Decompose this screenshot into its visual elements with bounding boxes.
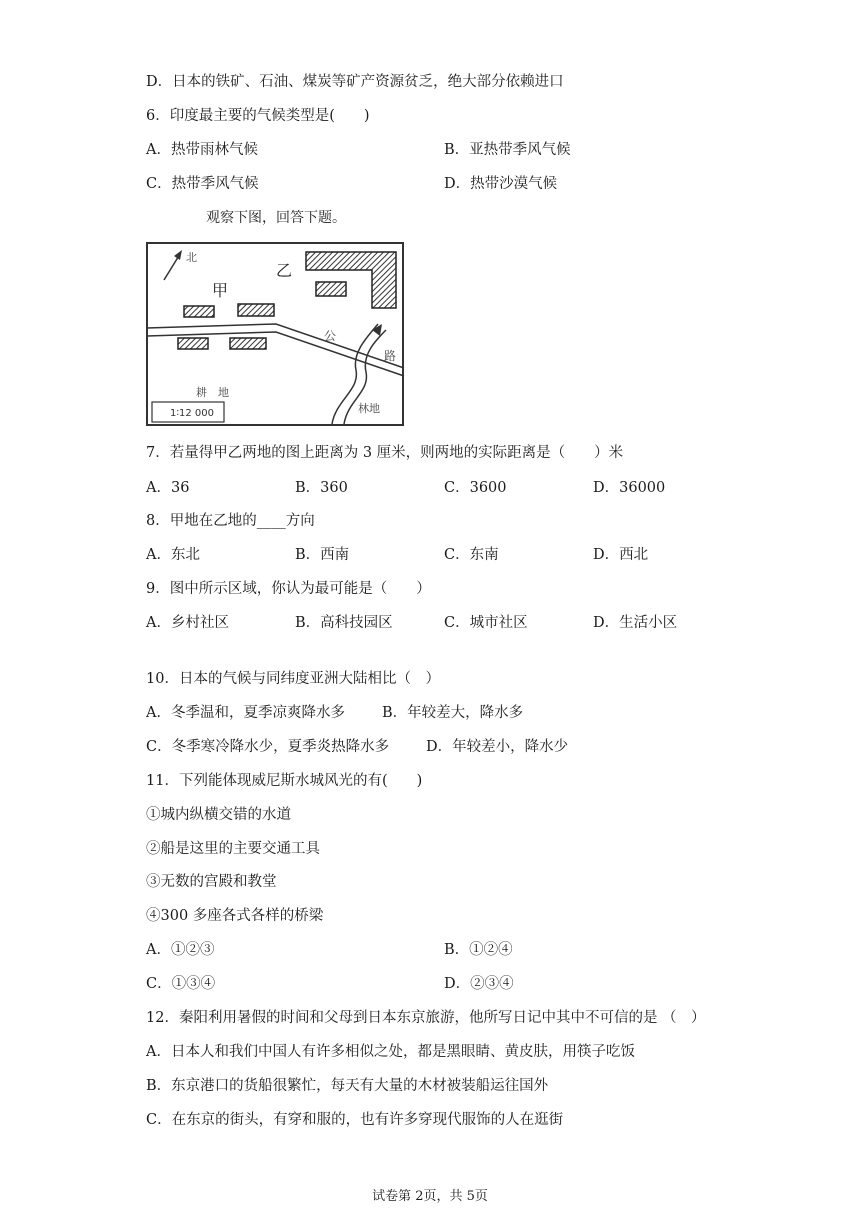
building <box>184 306 214 317</box>
q12-option-b: B．东京港口的货船很繁忙，每天有大量的木材被装船运往国外 <box>146 1078 549 1094</box>
q9-option-c: C．城市社区 <box>444 615 528 631</box>
q6-option-b: B．亚热带季风气候 <box>444 142 571 158</box>
q12-option-a: A．日本人和我们中国人有许多相似之处，都是黑眼睛、黄皮肤，用筷子吃饭 <box>146 1044 635 1060</box>
farmland-label: 耕 地 <box>196 386 229 399</box>
building <box>316 282 346 296</box>
q10-option-c: C．冬季寒冷降水少，夏季炎热降水多 <box>146 739 390 755</box>
yi-label: 乙 <box>276 261 293 280</box>
building <box>230 338 266 349</box>
q11-option-d: D．②③④ <box>444 976 514 992</box>
q12-option-c: C．在东京的街头，有穿和服的，也有许多穿现代服饰的人在逛街 <box>146 1112 564 1128</box>
question-6: 6．印度最主要的气候类型是( ) <box>146 108 370 124</box>
q11-option-b: B．①②④ <box>444 942 513 958</box>
q11-option-a: A．①②③ <box>146 942 215 958</box>
page-footer: 试卷第 2页，共 5页 <box>372 1189 488 1204</box>
question-11: 11．下列能体现威尼斯水城风光的有( ) <box>146 773 423 789</box>
q10-option-d: D．年较差小，降水少 <box>426 739 569 755</box>
q10-option-b: B．年较差大，降水多 <box>382 705 524 721</box>
q9-option-d: D．生活小区 <box>593 615 678 631</box>
question-8: 8．甲地在乙地的____方向 <box>146 513 315 529</box>
question-12: 12．秦阳利用暑假的时间和父母到日本东京旅游，他所写日记中其中不可信的是 （ ） <box>146 1010 706 1026</box>
q7-option-c: C．3600 <box>444 480 507 496</box>
q11-option-c: C．①③④ <box>146 976 216 992</box>
jia-label: 甲 <box>212 281 229 300</box>
q7-option-d: D．36000 <box>593 480 666 496</box>
question-9: 9．图中所示区域，你认为最可能是（ ） <box>146 581 431 597</box>
q8-option-b: B．西南 <box>295 547 350 563</box>
road-label-2: 路 <box>384 349 397 363</box>
q11-statement-3: ③无数的宫殿和教堂 <box>146 874 277 890</box>
q6-option-d: D．热带沙漠气候 <box>444 176 558 192</box>
q6-option-c: C．热带季风气候 <box>146 176 259 192</box>
q8-option-a: A．东北 <box>146 547 200 563</box>
building <box>238 304 274 316</box>
q10-option-a: A．冬季温和，夏季凉爽降水多 <box>146 705 345 721</box>
q5-option-d: D．日本的铁矿、石油、煤炭等矿产资源贫乏，绝大部分依赖进口 <box>146 74 564 90</box>
q7-option-b: B．360 <box>295 480 348 496</box>
north-label: 北 <box>186 251 197 264</box>
q8-option-c: C．东南 <box>444 547 499 563</box>
question-10: 10．日本的气候与同纬度亚洲大陆相比（ ） <box>146 671 440 687</box>
building <box>178 338 208 349</box>
q8-option-d: D．西北 <box>593 547 649 563</box>
forest-label: 林地 <box>358 402 380 415</box>
q9-option-a: A．乡村社区 <box>146 615 229 631</box>
q11-statement-4: ④300 多座各式各样的桥梁 <box>146 908 324 924</box>
map-intro: 观察下图，回答下题。 <box>206 210 346 226</box>
q6-option-a: A．热带雨林气候 <box>146 142 258 158</box>
q11-statement-2: ②船是这里的主要交通工具 <box>146 841 320 857</box>
community-map <box>146 240 406 428</box>
scale-label: 1∶12 000 <box>170 408 214 419</box>
q11-statement-1: ①城内纵横交错的水道 <box>146 807 291 823</box>
q9-option-b: B．高科技园区 <box>295 615 393 631</box>
road-label-1: 公 <box>324 329 337 343</box>
q7-option-a: A．36 <box>146 480 190 496</box>
question-7: 7．若量得甲乙两地的图上距离为 3 厘米，则两地的实际距离是（ ）米 <box>146 445 624 461</box>
